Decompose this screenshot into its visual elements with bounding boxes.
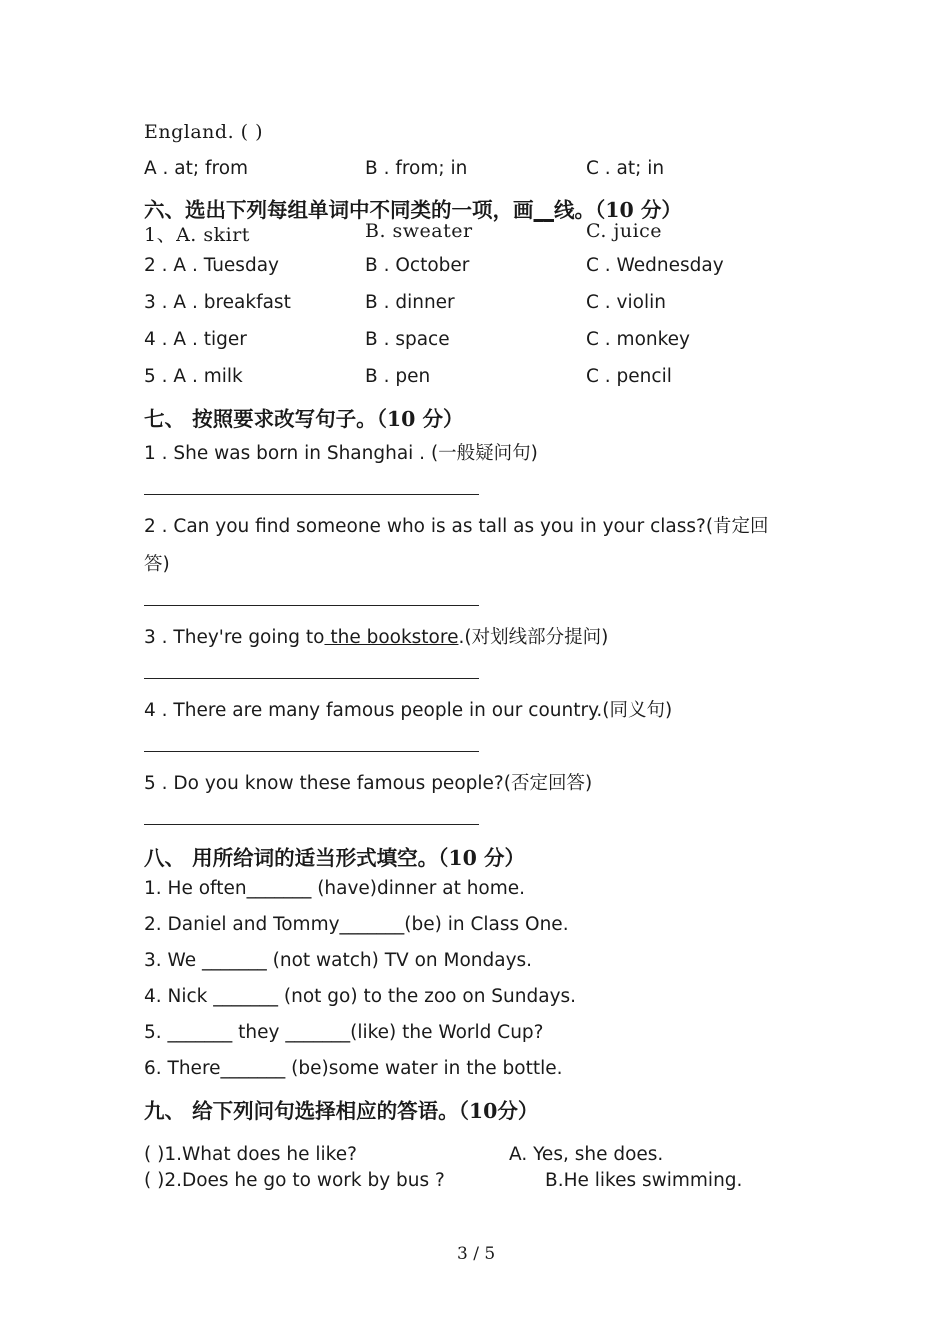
s7-question-2: 2 . Can you find someone who is as tall as you in your class?(肯定回 bbox=[144, 516, 769, 537]
s8-item-4: 4. Nick _______ (not go) to the zoo on Sundays. bbox=[144, 986, 577, 1007]
s8-item-5: 5. _______ they _______(like) the World Cup? bbox=[144, 1022, 544, 1043]
s6-row5-b: B . pen bbox=[365, 366, 431, 387]
answer-line-3[interactable] bbox=[144, 678, 479, 679]
s6-row2-a: 2 . A . Tuesday bbox=[144, 255, 279, 276]
s7-question-1: 1 . She was born in Shanghai . (一般疑问句) bbox=[144, 443, 538, 464]
option-b: B . from; in bbox=[365, 158, 468, 179]
answer-line-2[interactable] bbox=[144, 605, 479, 606]
question-continuation: England. ( ) bbox=[144, 121, 264, 143]
section-6-title-post: 线。（10 分） bbox=[554, 198, 682, 222]
option-a: A . at; from bbox=[144, 158, 249, 179]
option-c: C . at; in bbox=[586, 158, 665, 179]
s6-row1-a: 1、A. skirt bbox=[144, 224, 250, 246]
answer-line-4[interactable] bbox=[144, 751, 479, 752]
s7-question-5: 5 . Do you know these famous people?(否定回答) bbox=[144, 773, 593, 794]
s7-question-4: 4 . There are many famous people in our country.(同义句) bbox=[144, 700, 673, 721]
section-6-title-pre: 六、选出下列每组单词中不同类的一项，画 bbox=[144, 198, 534, 222]
section-9-title: 九、 给下列问句选择相应的答语。（10分） bbox=[144, 1099, 539, 1123]
s6-row3-c: C . violin bbox=[586, 292, 666, 313]
section-8-title: 八、 用所给词的适当形式填空。（10 分） bbox=[144, 846, 526, 870]
section-6-title bbox=[144, 193, 682, 223]
s9-answer-b: B.He likes swimming. bbox=[545, 1170, 743, 1191]
s6-row1-b: B. sweater bbox=[365, 220, 473, 242]
s7-q3-underlined: the bookstore bbox=[324, 627, 459, 648]
s6-row4-b: B . space bbox=[365, 329, 450, 350]
s7-question-2-cont: 答) bbox=[144, 554, 170, 575]
s7-q3-post: .(对划线部分提问) bbox=[458, 627, 609, 648]
s6-row4-a: 4 . A . tiger bbox=[144, 329, 247, 350]
s6-row2-c: C . Wednesday bbox=[586, 255, 724, 276]
s9-question-1: ( )1.What does he like? bbox=[144, 1144, 357, 1165]
s6-row4-c: C . monkey bbox=[586, 329, 691, 350]
s8-item-3: 3. We _______ (not watch) TV on Mondays. bbox=[144, 950, 533, 971]
s8-item-2: 2. Daniel and Tommy_______(be) in Class One. bbox=[144, 914, 569, 935]
page-number: 3 / 5 bbox=[457, 1244, 496, 1264]
s6-row2-b: B . October bbox=[365, 255, 470, 276]
s6-row1-c: C. juice bbox=[586, 220, 663, 242]
s7-question-3 bbox=[144, 623, 608, 649]
s6-row3-b: B . dinner bbox=[365, 292, 455, 313]
s6-row3-a: 3 . A . breakfast bbox=[144, 292, 291, 313]
section-6-title-blank: __ bbox=[533, 198, 554, 222]
s7-q3-pre: 3 . They're going to bbox=[144, 627, 325, 648]
s6-row5-a: 5 . A . milk bbox=[144, 366, 243, 387]
answer-line-5[interactable] bbox=[144, 824, 479, 825]
s6-row5-c: C . pencil bbox=[586, 366, 672, 387]
s8-item-6: 6. There_______ (be)some water in the bottle. bbox=[144, 1058, 563, 1079]
section-7-title: 七、 按照要求改写句子。（10 分） bbox=[144, 407, 464, 431]
s9-question-2: ( )2.Does he go to work by bus ? bbox=[144, 1170, 445, 1191]
s9-answer-a: A. Yes, she does. bbox=[509, 1144, 664, 1165]
s8-item-1: 1. He often_______ (have)dinner at home. bbox=[144, 878, 526, 899]
answer-line-1[interactable] bbox=[144, 494, 479, 495]
